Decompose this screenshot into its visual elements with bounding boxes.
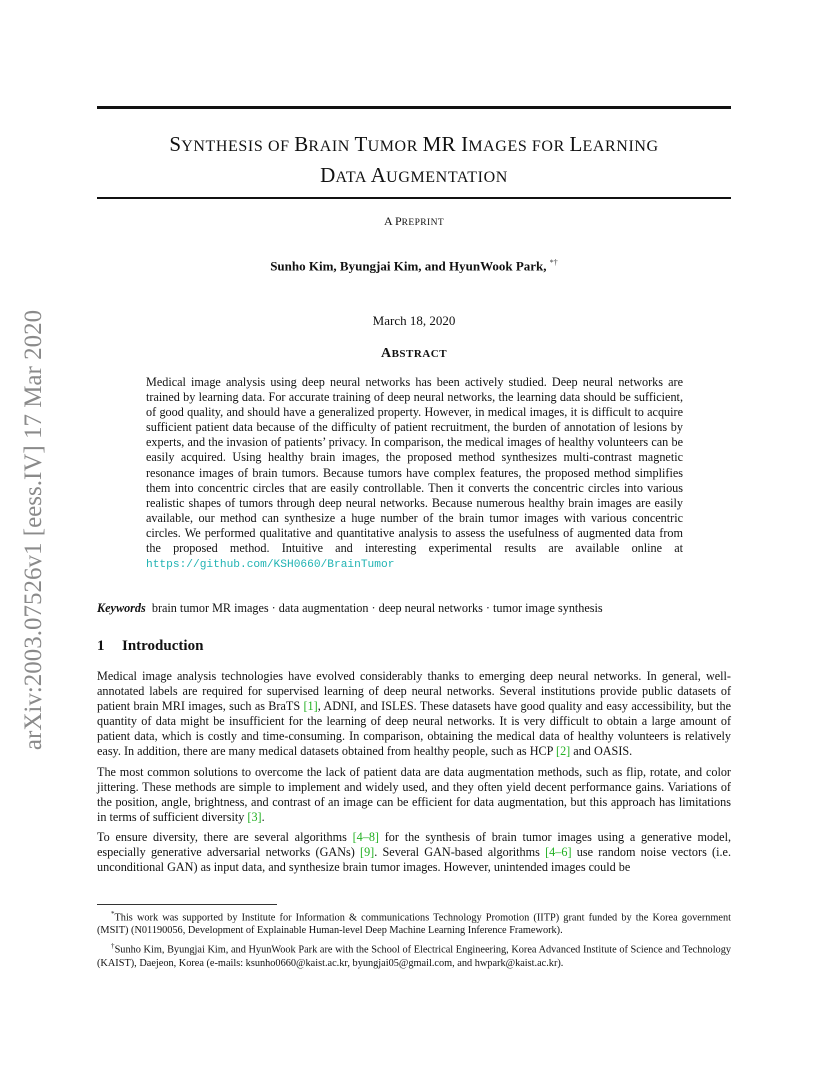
section-number: 1 [97,638,105,654]
section-title: Introduction [122,638,204,654]
citation-link[interactable]: [1] [303,699,318,714]
keywords-label: Keywords [97,601,146,615]
title-line-2: DATA AUGMENTATION [320,163,508,187]
abstract-heading: ABSTRACT [380,346,448,361]
citation-link[interactable]: [4–8] [352,829,379,844]
citation-link[interactable]: [3] [247,809,262,824]
footnote-rule [97,904,277,905]
title-line-1: SYNTHESIS OF BRAIN TUMOR MR IMAGES FOR LEARNING [169,132,659,156]
footnotes [97,908,731,972]
arxiv-identifier: arXiv:2003.07526v1 [eess.IV] 17 Mar 2020 [20,309,47,751]
citation-link[interactable]: [2] [556,744,571,759]
citation-link[interactable]: [4–6] [545,845,572,860]
preprint-label: A PREPRINT [383,214,445,228]
arxiv-sidebar [16,280,52,780]
publication-date: March 18, 2020 [372,313,456,328]
citation-link[interactable]: [9] [360,845,375,860]
abstract-text: Medical image analysis using deep neural networks has been actively studied. Deep neural networks are trained by learning data. For accurate training of deep neural networks, the learning data should be sufficient, of good quality, and should have a generalized property. However, in medical images, it is difficult to acquire sufficient patient data because of the difficulty of patient recruitment, the burden of annotation of lesions by experts, and the invasion of patients’ privacy. In comparison, the medical images of healthy volunteers can be easily acquired. Using healthy brain images, the proposed method synthesizes multi-contrast magnetic resonance images of brain tumors. Because tumors have complex features, the proposed method simplifies them into concentric circles that are easily controllable. Then it converts the concentric circles into various realistic shapes of tumors through deep neural networks. Because numerous healthy brain images are easily available, our method can synthesize a huge number of the brain tumor images with various concentric circles. We performed qualitative and quantitative analysis to assess the usefulness of augmented data from the proposed method. Intuitive and interesting experimental results are available online at https://github.com/KSH0660/BrainTumor [146,375,683,572]
paper-title [97,130,731,192]
author-footnote-marks[interactable]: *† [549,258,558,267]
keywords [97,601,731,616]
footnote-2: †Sunho Kim, Byungjai Kim, and HyunWook Park are with the School of Electrical Engineering, Korea Advanced Institute of Science and Technology (KAIST), Daejeon, Korea (e-mails: ksunho0660@kaist.ac.kr, byungjai05@gmail.com, and hwpark@kaist.ac.kr). [97,942,731,969]
title-rule-bottom [97,197,731,199]
paragraph: The most common solutions to overcome the lack of patient data are data augmentation methods, such as flip, rotate, and color jittering. These methods are simple to implement and widely used, and they often yield decent performance gains. Variations of the position, angle, brightness, and contrast of an image can be efficient for data augmentation, but this approach has limitations in terms of sufficient diversity [3]. [97,764,731,824]
github-link[interactable]: https://github.com/KSH0660/BrainTumor [146,559,395,572]
title-rule-top [97,106,731,109]
author-list: Sunho Kim, Byungjai Kim, and HyunWook Park, *† [270,258,558,274]
introduction-body [97,669,731,880]
paragraph: Medical image analysis technologies have evolved considerably thanks to emerging deep neural networks. In general, well-annotated labels are required for supervised learning of deep neural networks. Several institutions provide public datasets of patient brain MRI images, such as BraTS [1], ADNI, and ISLES. These datasets have good quality and easy accessibility, but the quantity of data might be insufficient for the learning of deep neural networks. It is very difficult to obtain a large amount of patient data, which is costly and time-consuming. In comparison, obtaining the medical data of healthy volunteers is relatively easy. In addition, there are many medical datasets obtained from healthy people, such as HCP [2] and OASIS. [97,669,731,759]
footnote-1: *This work was supported by Institute for Information & communications Technology Promotion (IITP) grant funded by the Korea government (MSIT) (N01190056, Development of Explainable Human-level Deep Machine Learning Inference Framework). [97,910,731,937]
section-heading-introduction [97,638,203,655]
keywords-list: brain tumor MR images · data augmentation · deep neural networks · tumor image synthesis [151,601,603,615]
paragraph: To ensure diversity, there are several algorithms [4–8] for the synthesis of brain tumor images using a generative model, especially generative adversarial networks (GANs) [9]. Several GAN-based algorithms [4–6] use random noise vectors (i.e. unconditional GAN) as input data, and synthesize brain tumor images. However, unintended images could be [97,829,732,875]
